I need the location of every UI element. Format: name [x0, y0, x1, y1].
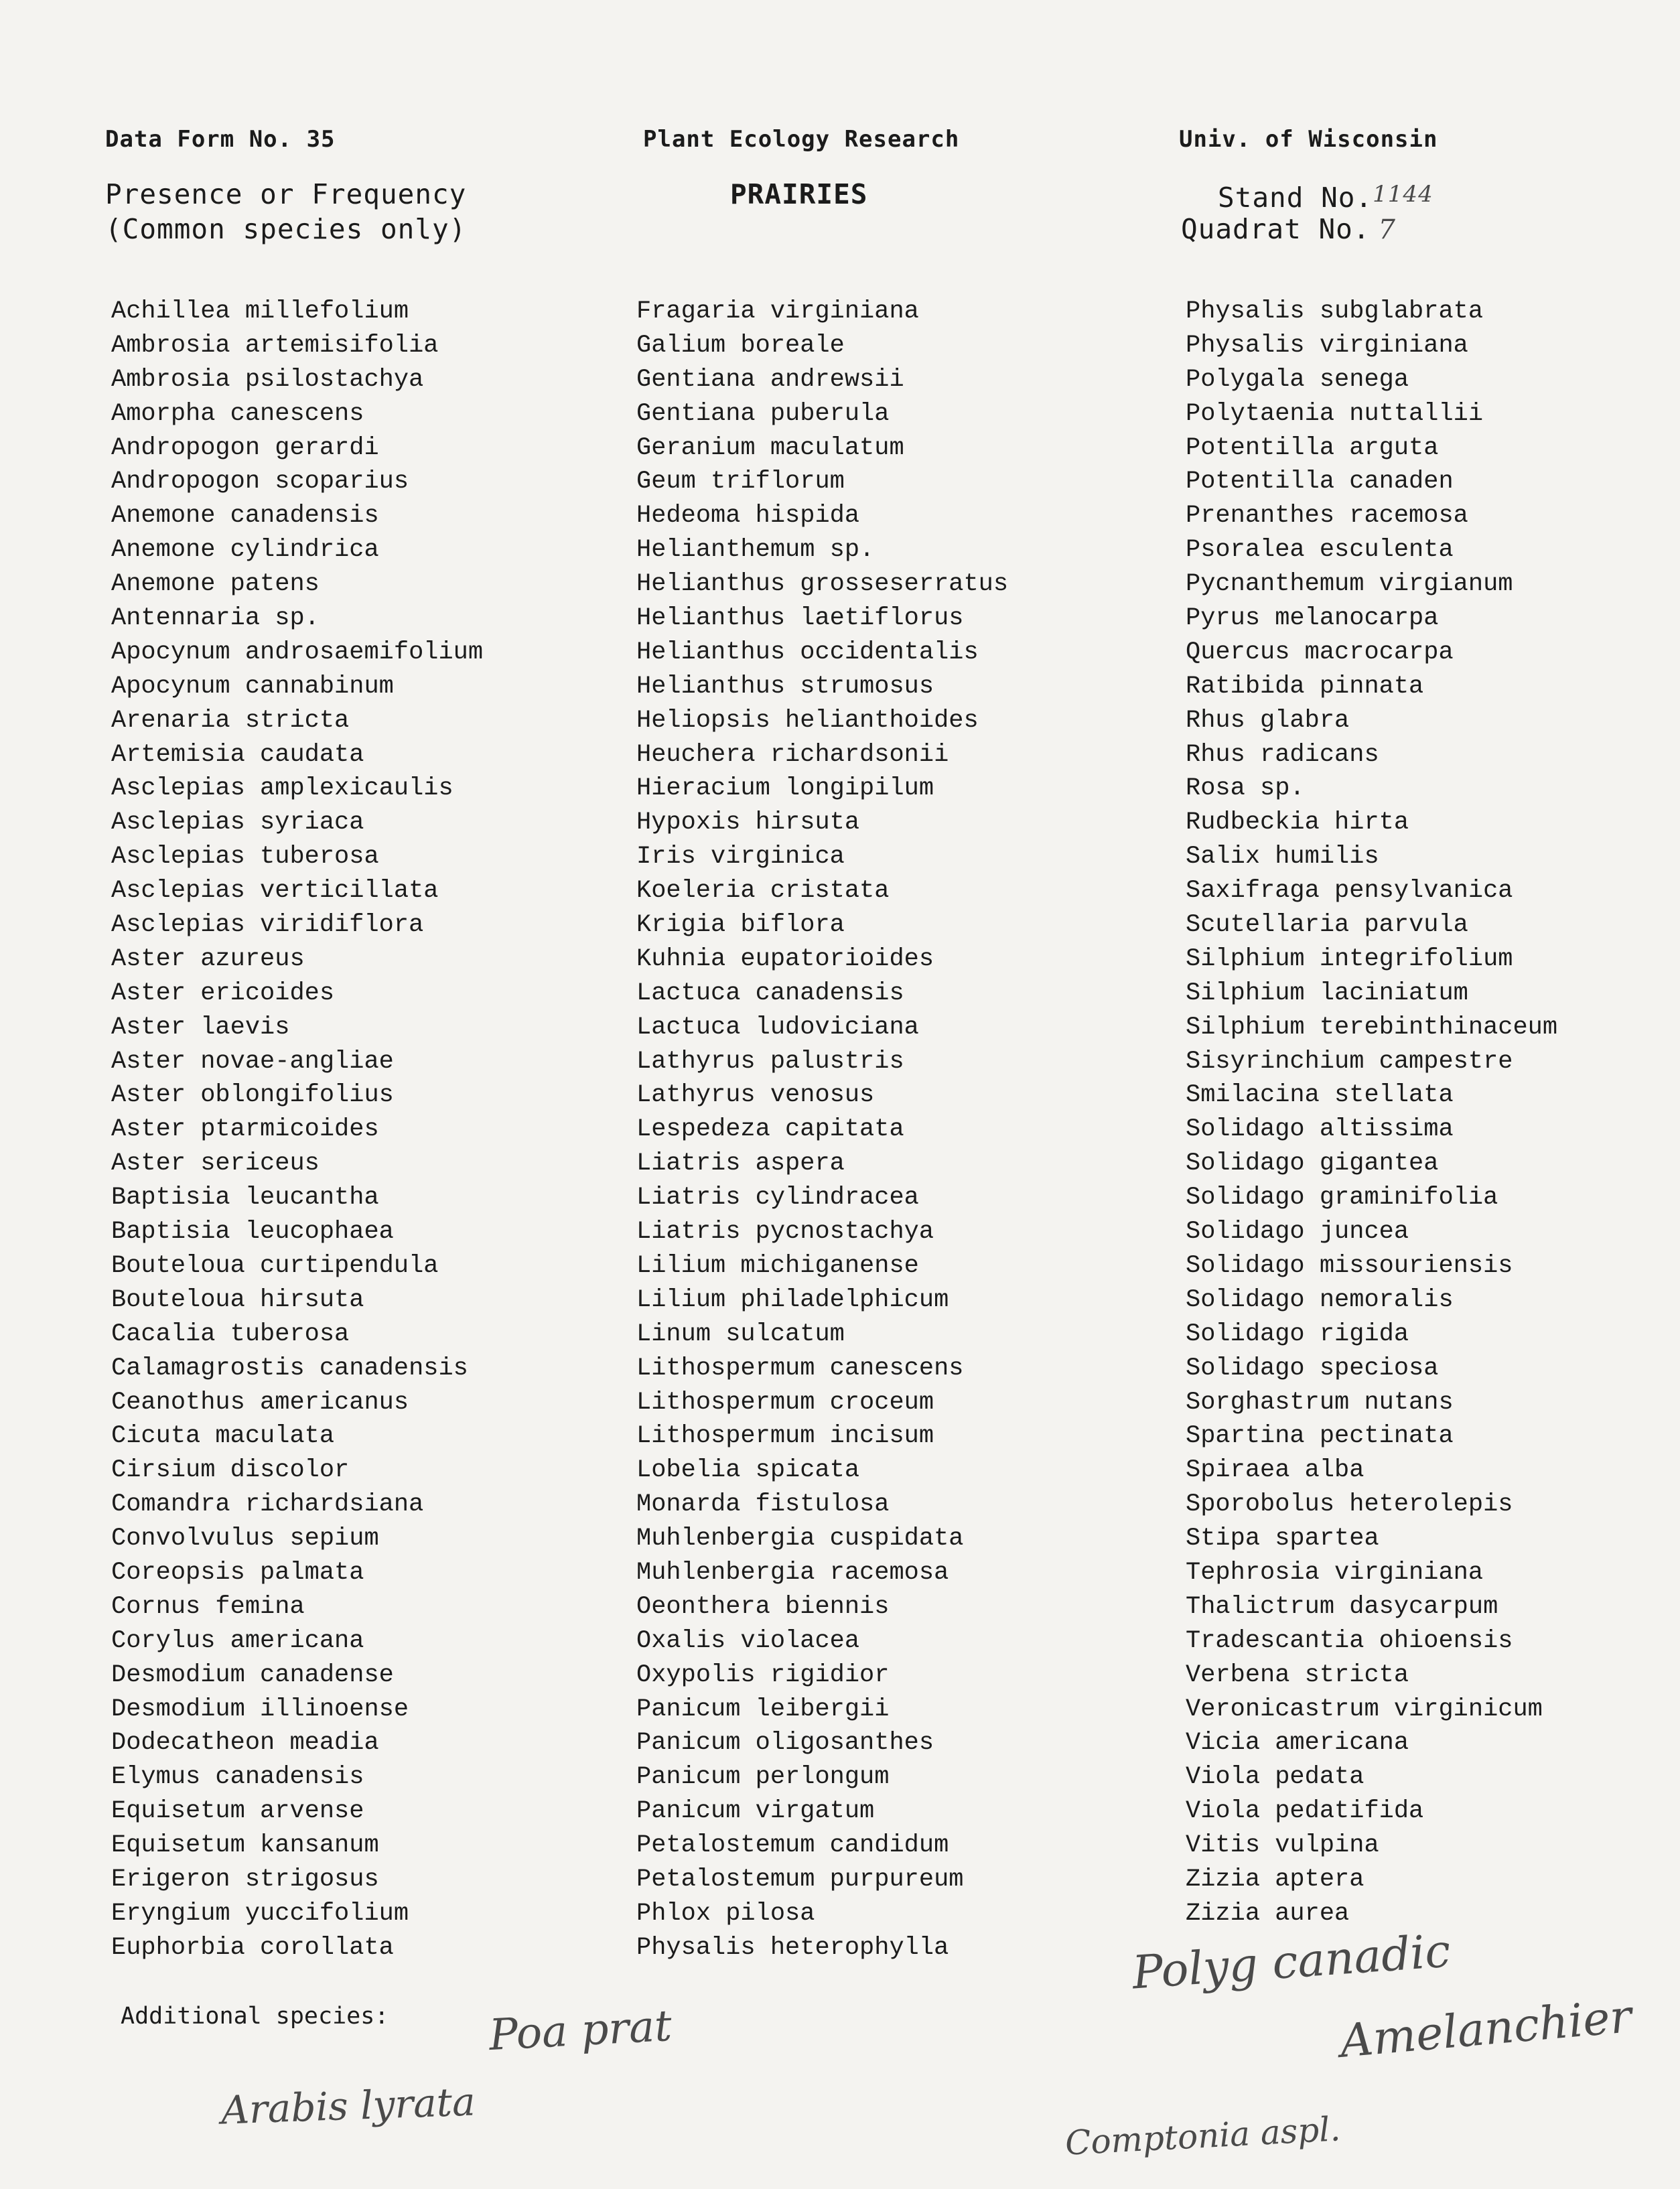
handwritten-species: Poa prat — [488, 2001, 673, 2061]
species-item: Aster laevis — [111, 1013, 290, 1042]
species-item: Polygala senega — [1186, 365, 1409, 394]
species-item: Asclepias tuberosa — [111, 843, 379, 871]
species-item: Tephrosia virginiana — [1186, 1558, 1484, 1587]
stand-number-row — [1218, 177, 1433, 215]
form-number: Data Form No. 35 — [105, 126, 336, 153]
species-item: Lespedeza capitata — [636, 1115, 904, 1144]
species-item: Hypoxis hirsuta — [636, 808, 860, 837]
species-item: Aster sericeus — [111, 1149, 320, 1178]
species-item: Potentilla arguta — [1186, 433, 1439, 462]
species-item: Vicia americana — [1186, 1729, 1409, 1758]
species-item: Silphium integrifolium — [1186, 944, 1513, 973]
species-item: Hieracium longipilum — [636, 774, 934, 803]
species-item: Thalictrum dasycarpum — [1186, 1592, 1498, 1621]
species-item: Asclepias verticillata — [111, 877, 439, 906]
species-item: Dodecatheon meadia — [111, 1729, 379, 1758]
species-item: Solidago nemoralis — [1186, 1285, 1454, 1314]
species-item: Asclepias amplexicaulis — [111, 774, 453, 803]
species-item: Rosa sp. — [1186, 774, 1305, 803]
species-item: Linum sulcatum — [636, 1320, 845, 1348]
species-column-3 — [1186, 295, 1557, 1931]
species-item: Oeonthera biennis — [636, 1592, 890, 1621]
species-item: Tradescantia ohioensis — [1186, 1626, 1513, 1655]
species-item: Helianthus occidentalis — [636, 638, 979, 666]
species-item: Solidago rigida — [1186, 1320, 1409, 1348]
species-item: Baptisia leucophaea — [111, 1218, 394, 1247]
species-item: Artemisia caudata — [111, 740, 364, 769]
species-item: Solidago missouriensis — [1186, 1251, 1513, 1280]
species-item: Rhus radicans — [1186, 740, 1379, 769]
species-item: Hedeoma hispida — [636, 502, 860, 531]
species-item: Lactuca canadensis — [636, 979, 904, 1007]
species-item: Oxalis violacea — [636, 1626, 860, 1655]
species-item: Cornus femina — [111, 1592, 305, 1621]
species-item: Helianthus grosseserratus — [636, 570, 1009, 599]
species-item: Erigeron strigosus — [111, 1865, 379, 1894]
stand-label: Stand No. — [1218, 182, 1373, 214]
species-item: Anemone patens — [111, 570, 320, 599]
species-item: Bouteloua curtipendula — [111, 1251, 439, 1280]
species-item: Asclepias viridiflora — [111, 911, 424, 940]
species-item: Galium boreale — [636, 331, 845, 360]
species-item: Asclepias syriaca — [111, 808, 364, 837]
species-item: Monarda fistulosa — [636, 1490, 890, 1519]
species-item: Physalis subglabrata — [1186, 297, 1484, 326]
species-item: Arenaria stricta — [111, 706, 350, 735]
handwritten-species: Polyg canadic — [1130, 1924, 1452, 2000]
species-item: Fragaria virginiana — [636, 297, 919, 326]
species-item: Zizia aptera — [1186, 1865, 1364, 1894]
species-item: Apocynum androsaemifolium — [111, 638, 484, 666]
species-item: Liatris pycnostachya — [636, 1218, 934, 1247]
species-item: Lathyrus palustris — [636, 1047, 904, 1076]
species-item: Phlox pilosa — [636, 1899, 815, 1928]
species-item: Andropogon gerardi — [111, 433, 379, 462]
species-item: Anemone cylindrica — [111, 536, 379, 565]
species-item: Amorpha canescens — [111, 399, 364, 428]
institution: Univ. of Wisconsin — [1179, 126, 1438, 153]
additional-species-label: Additional species: — [121, 2003, 389, 2030]
handwritten-species: Arabis lyrata — [220, 2078, 476, 2133]
species-item: Geum triflorum — [636, 468, 845, 496]
species-item: Muhlenbergia racemosa — [636, 1558, 949, 1587]
species-item: Geranium maculatum — [636, 433, 904, 462]
species-item: Physalis heterophylla — [636, 1933, 949, 1962]
species-item: Solidago graminifolia — [1186, 1184, 1498, 1212]
species-item: Lithospermum canescens — [636, 1354, 964, 1383]
species-item: Petalostemum purpureum — [636, 1865, 964, 1894]
species-item: Stipa spartea — [1186, 1525, 1379, 1553]
species-item: Calamagrostis canadensis — [111, 1354, 468, 1383]
quadrat-value: 7 — [1378, 214, 1396, 245]
species-item: Prenanthes racemosa — [1186, 502, 1468, 531]
species-item: Baptisia leucantha — [111, 1184, 379, 1212]
species-item: Ratibida pinnata — [1186, 672, 1424, 701]
species-item: Heliopsis helianthoides — [636, 706, 979, 735]
species-item: Sorghastrum nutans — [1186, 1388, 1454, 1417]
species-column-1 — [111, 295, 483, 1965]
species-item: Iris virginica — [636, 843, 845, 871]
species-column-2 — [636, 295, 1008, 1965]
species-item: Euphorbia corollata — [111, 1933, 394, 1962]
species-item: Polytaenia nuttallii — [1186, 399, 1484, 428]
species-item: Gentiana puberula — [636, 399, 890, 428]
species-item: Lithospermum incisum — [636, 1422, 934, 1451]
species-item: Desmodium canadense — [111, 1661, 394, 1689]
species-item: Helianthus laetiflorus — [636, 604, 964, 633]
species-item: Cicuta maculata — [111, 1422, 335, 1451]
species-item: Aster novae-angliae — [111, 1047, 394, 1076]
species-item: Equisetum arvense — [111, 1797, 364, 1826]
species-item: Krigia biflora — [636, 911, 845, 940]
species-item: Muhlenbergia cuspidata — [636, 1525, 964, 1553]
species-item: Sisyrinchium campestre — [1186, 1047, 1513, 1076]
species-item: Smilacina stellata — [1186, 1081, 1454, 1110]
species-item: Panicum virgatum — [636, 1797, 875, 1826]
species-item: Silphium terebinthinaceum — [1186, 1013, 1558, 1042]
species-item: Viola pedatifida — [1186, 1797, 1424, 1826]
species-item: Silphium laciniatum — [1186, 979, 1468, 1007]
handwritten-species: Comptonia aspl. — [1064, 2109, 1342, 2163]
species-item: Apocynum cannabinum — [111, 672, 394, 701]
species-item: Lithospermum croceum — [636, 1388, 934, 1417]
species-item: Aster azureus — [111, 944, 305, 973]
species-item: Vitis vulpina — [1186, 1831, 1379, 1860]
species-item: Gentiana andrewsii — [636, 365, 904, 394]
species-item: Corylus americana — [111, 1626, 364, 1655]
species-item: Lilium michiganense — [636, 1251, 919, 1280]
species-item: Liatris aspera — [636, 1149, 845, 1178]
species-item: Veronicastrum virginicum — [1186, 1695, 1543, 1723]
species-item: Solidago altissima — [1186, 1115, 1454, 1144]
species-item: Lobelia spicata — [636, 1456, 860, 1485]
quadrat-label: Quadrat No. — [1181, 213, 1371, 245]
species-item: Scutellaria parvula — [1186, 911, 1468, 940]
species-item: Cacalia tuberosa — [111, 1320, 350, 1348]
species-item: Potentilla canaden — [1186, 468, 1454, 496]
species-item: Spiraea alba — [1186, 1456, 1364, 1485]
species-item: Comandra richardsiana — [111, 1490, 424, 1519]
species-item: Panicum oligosanthes — [636, 1729, 934, 1758]
subtitle-line1: Presence or Frequency — [105, 178, 467, 210]
species-item: Spartina pectinata — [1186, 1422, 1454, 1451]
species-item: Koeleria cristata — [636, 877, 890, 906]
species-item: Panicum leibergii — [636, 1695, 890, 1723]
species-item: Oxypolis rigidior — [636, 1661, 890, 1689]
species-item: Andropogon scoparius — [111, 468, 409, 496]
species-item: Sporobolus heterolepis — [1186, 1490, 1513, 1519]
species-item: Aster oblongifolius — [111, 1081, 394, 1110]
project-name: Plant Ecology Research — [643, 126, 960, 153]
species-item: Quercus macrocarpa — [1186, 638, 1454, 666]
species-item: Antennaria sp. — [111, 604, 320, 633]
species-item: Liatris cylindracea — [636, 1184, 919, 1212]
species-item: Pycnanthemum virgianum — [1186, 570, 1513, 599]
species-item: Verbena stricta — [1186, 1661, 1409, 1689]
species-item: Psoralea esculenta — [1186, 536, 1454, 565]
species-item: Heuchera richardsonii — [636, 740, 949, 769]
species-item: Convolvulus sepium — [111, 1525, 379, 1553]
species-item: Coreopsis palmata — [111, 1558, 364, 1587]
species-item: Eryngium yuccifolium — [111, 1899, 409, 1928]
handwritten-species: Amelanchier — [1338, 1990, 1634, 2068]
species-item: Viola pedata — [1186, 1763, 1364, 1792]
species-item: Physalis virginiana — [1186, 331, 1468, 360]
species-item: Lactuca ludoviciana — [636, 1013, 919, 1042]
species-item: Lathyrus venosus — [636, 1081, 875, 1110]
species-item: Solidago gigantea — [1186, 1149, 1439, 1178]
species-item: Cirsium discolor — [111, 1456, 350, 1485]
page-title: PRAIRIES — [730, 178, 868, 210]
species-item: Aster ericoides — [111, 979, 335, 1007]
species-item: Anemone canadensis — [111, 502, 379, 531]
species-item: Solidago speciosa — [1186, 1354, 1439, 1383]
subtitle-line2: (Common species only) — [105, 213, 467, 245]
species-item: Achillea millefolium — [111, 297, 409, 326]
species-item: Rudbeckia hirta — [1186, 808, 1409, 837]
species-item: Zizia aurea — [1186, 1899, 1350, 1928]
species-item: Aster ptarmicoides — [111, 1115, 379, 1144]
species-item: Equisetum kansanum — [111, 1831, 379, 1860]
species-item: Rhus glabra — [1186, 706, 1350, 735]
species-item: Ambrosia psilostachya — [111, 365, 424, 394]
species-item: Helianthemum sp. — [636, 536, 875, 565]
species-item: Kuhnia eupatorioides — [636, 944, 934, 973]
species-item: Ambrosia artemisifolia — [111, 331, 439, 360]
stand-value: 1144 — [1373, 181, 1433, 208]
species-item: Saxifraga pensylvanica — [1186, 877, 1513, 906]
species-item: Helianthus strumosus — [636, 672, 934, 701]
species-item: Solidago juncea — [1186, 1218, 1409, 1247]
quadrat-number-row — [1181, 212, 1396, 247]
species-item: Lilium philadelphicum — [636, 1285, 949, 1314]
species-item: Ceanothus americanus — [111, 1388, 409, 1417]
species-item: Petalostemum candidum — [636, 1831, 949, 1860]
species-item: Elymus canadensis — [111, 1763, 364, 1792]
species-item: Panicum perlongum — [636, 1763, 890, 1792]
species-item: Bouteloua hirsuta — [111, 1285, 364, 1314]
species-item: Desmodium illinoense — [111, 1695, 409, 1723]
species-item: Salix humilis — [1186, 843, 1379, 871]
species-item: Pyrus melanocarpa — [1186, 604, 1439, 633]
